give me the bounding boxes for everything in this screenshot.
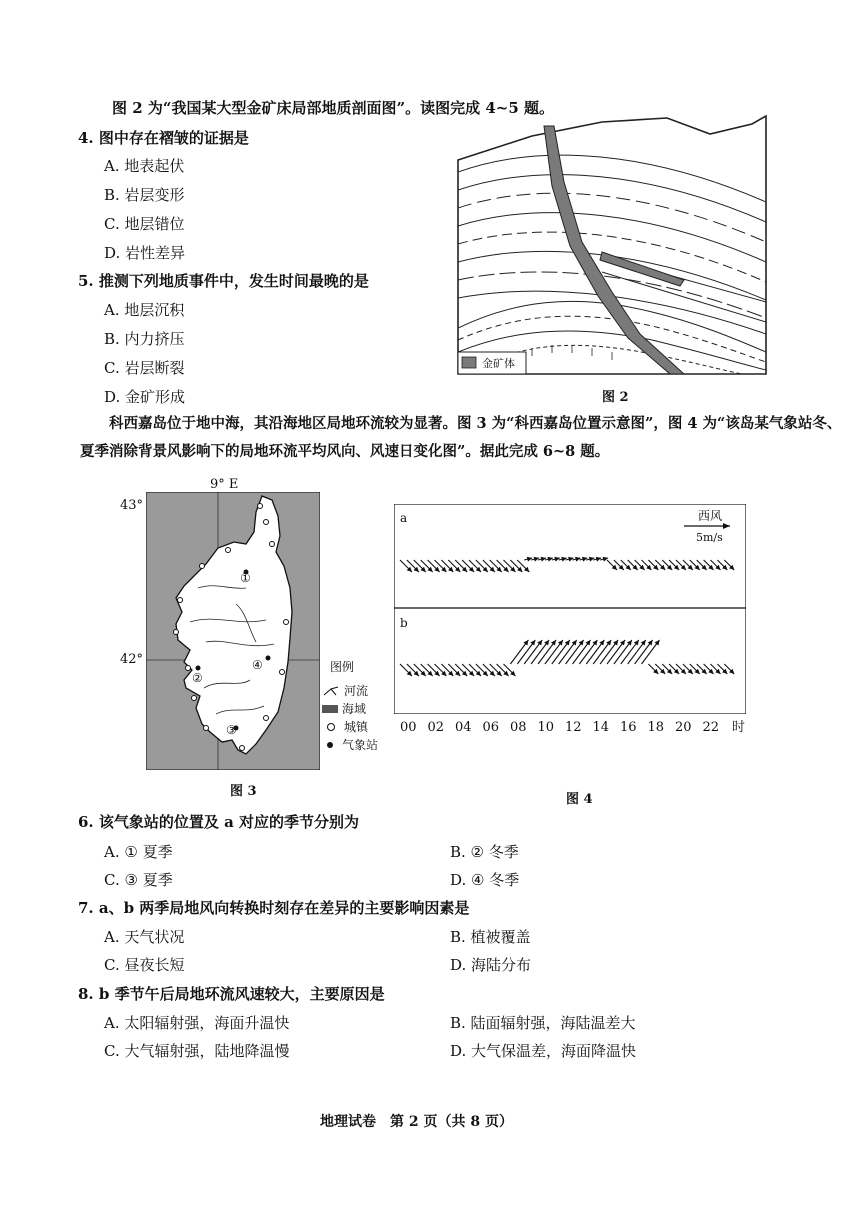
fig4-panel-a-label: a bbox=[400, 511, 408, 525]
x-tick-label: 22 bbox=[702, 720, 720, 735]
fig2-legend-label: 金矿体 bbox=[482, 357, 515, 370]
q4-option-d[interactable]: D. 岩性差异 bbox=[104, 244, 186, 262]
x-tick-label: 08 bbox=[510, 720, 527, 735]
q4-option-c[interactable]: C. 地层错位 bbox=[104, 215, 185, 233]
q8-option-a[interactable]: A. 太阳辐射强，海面升温快 bbox=[104, 1014, 290, 1032]
ore-body bbox=[544, 126, 684, 374]
x-tick-label: 20 bbox=[675, 720, 692, 735]
q5-stem: 5. 推测下列地质事件中，发生时间最晚的是 bbox=[78, 272, 369, 290]
q7-option-b[interactable]: B. 植被覆盖 bbox=[450, 928, 531, 946]
q5-option-d[interactable]: D. 金矿形成 bbox=[104, 388, 186, 406]
station-icon bbox=[327, 742, 333, 748]
q4-option-b[interactable]: B. 岩层变形 bbox=[104, 186, 185, 204]
fig4-panel-b-label: b bbox=[400, 616, 408, 630]
q6-option-d[interactable]: D. ④ 冬季 bbox=[450, 871, 520, 889]
q8-stem: 8. b 季节午后局地环流风速较大，主要原因是 bbox=[78, 985, 385, 1003]
scale-value: 5m/s bbox=[696, 531, 723, 544]
x-tick-label: 12 bbox=[565, 720, 582, 735]
legend-sea bbox=[322, 700, 366, 717]
fig2-caption: 图 2 bbox=[602, 390, 629, 405]
legend-sea-label: 海域 bbox=[342, 702, 367, 716]
fig3-lat-43: 43° bbox=[120, 498, 144, 513]
legend-river-label: 河流 bbox=[344, 684, 369, 698]
x-tick-label: 14 bbox=[592, 720, 610, 735]
q4-stem: 4. 图中存在褶皱的证据是 bbox=[78, 129, 249, 147]
fig3-longitude: 9° E bbox=[210, 477, 239, 492]
intro-corsica: 科西嘉岛位于地中海，其沿海地区局地环流较为显著。图 3 为“科西嘉岛位置示意图”，图 4 为“该岛某气象站冬、夏季消除背景风影响下的局地环流平均风向、风速日变化图”。据此完成 6~8 题。 bbox=[80, 415, 842, 460]
wind-vector-chart bbox=[394, 504, 746, 714]
x-tick-label: 06 bbox=[482, 720, 500, 735]
q7-option-c[interactable]: C. 昼夜长短 bbox=[104, 956, 185, 974]
q5-option-c[interactable]: C. 岩层断裂 bbox=[104, 359, 185, 377]
ore-branch bbox=[600, 252, 684, 286]
q7-option-d[interactable]: D. 海陆分布 bbox=[450, 956, 532, 974]
river-icon bbox=[322, 685, 340, 697]
legend-station-label: 气象站 bbox=[342, 738, 379, 752]
fig3-lat-42: 42° bbox=[120, 652, 144, 667]
town-icon bbox=[327, 723, 335, 731]
q7-option-a[interactable]: A. 天气状况 bbox=[104, 928, 185, 946]
x-tick-label: 18 bbox=[647, 720, 665, 735]
station-1-label: ① bbox=[240, 571, 251, 585]
sea-swatch-icon bbox=[322, 705, 338, 713]
q5-option-a[interactable]: A. 地层沉积 bbox=[104, 301, 185, 319]
station-4-label: ④ bbox=[252, 658, 263, 672]
x-tick-label: 00 bbox=[400, 720, 417, 735]
fig4-x-unit: 时 bbox=[732, 720, 746, 735]
station-3-label: ③ bbox=[226, 723, 237, 737]
fig3-legend-title: 图例 bbox=[330, 660, 355, 674]
q8-option-d[interactable]: D. 大气保温差，海面降温快 bbox=[450, 1042, 637, 1060]
x-tick-label: 02 bbox=[427, 720, 445, 735]
x-tick-label: 16 bbox=[620, 720, 637, 735]
q7-stem: 7. a、b 两季局地风向转换时刻存在差异的主要影响因素是 bbox=[78, 899, 470, 917]
page-footer: 地理试卷 第 2 页（共 8 页） bbox=[320, 1114, 513, 1130]
legend-town bbox=[322, 718, 368, 735]
q4-option-a[interactable]: A. 地表起伏 bbox=[104, 157, 185, 175]
q6-stem: 6. 该气象站的位置及 a 对应的季节分别为 bbox=[78, 813, 360, 831]
legend-river bbox=[322, 682, 368, 699]
geologic-section-figure bbox=[452, 112, 772, 380]
q6-option-c[interactable]: C. ③ 夏季 bbox=[104, 871, 173, 889]
station-2-label: ② bbox=[192, 671, 203, 685]
q8-option-b[interactable]: B. 陆面辐射强，海陆温差大 bbox=[450, 1014, 636, 1032]
q5-option-b[interactable]: B. 内力挤压 bbox=[104, 330, 185, 348]
q8-option-c[interactable]: C. 大气辐射强，陆地降温慢 bbox=[104, 1042, 290, 1060]
scale-label: 西风 bbox=[698, 509, 723, 523]
fig3-caption: 图 3 bbox=[230, 784, 257, 799]
legend-town-label: 城镇 bbox=[344, 720, 369, 734]
q6-option-a[interactable]: A. ① 夏季 bbox=[104, 843, 173, 861]
section-outline bbox=[458, 116, 766, 374]
intro-fig2: 图 2 为“我国某大型金矿床局部地质剖面图”。读图完成 4~5 题。 bbox=[112, 99, 555, 117]
ore-legend-swatch bbox=[462, 357, 476, 368]
legend-station bbox=[322, 736, 378, 753]
x-tick-label: 04 bbox=[455, 720, 472, 735]
x-tick-label: 10 bbox=[537, 720, 555, 735]
fig4-caption: 图 4 bbox=[566, 792, 593, 807]
q6-option-b[interactable]: B. ② 冬季 bbox=[450, 843, 519, 861]
